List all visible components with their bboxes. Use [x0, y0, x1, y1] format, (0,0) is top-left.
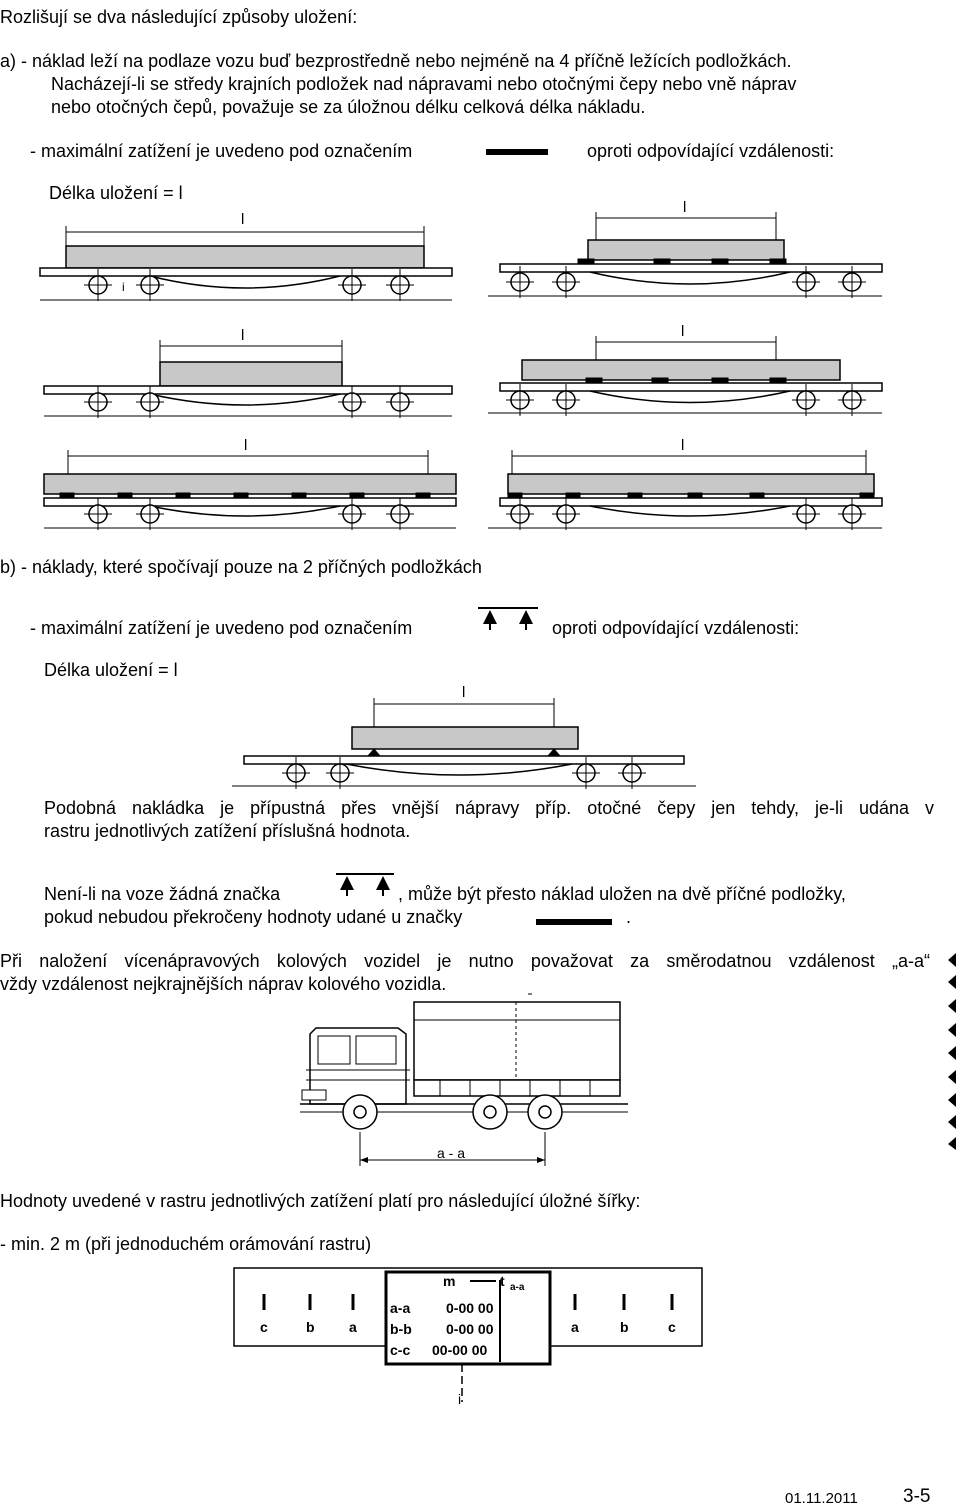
wagon-2-dimension-l: l	[683, 199, 687, 216]
section-a-distance-text: oproti odpovídající vzdálenosti:	[587, 141, 835, 161]
grid-right-letter-b: b	[620, 1319, 629, 1335]
wagon-1-dimension-l: l	[241, 211, 245, 228]
wagon-7-dimension-l: l	[462, 684, 466, 701]
section-a-max-load-text: - maximální zatížení je uvedeno pod označením	[30, 141, 413, 161]
section-b-length-label: Délka uložení = l	[44, 660, 178, 680]
grid-right-letter-c: c	[668, 1319, 676, 1335]
wagon-6	[488, 450, 882, 530]
intro-text: Rozlišují se dva následující způsoby uložení:	[0, 7, 358, 27]
grid-header-t: t	[500, 1273, 505, 1289]
grid-row-values-1: 0-00 00	[446, 1300, 494, 1316]
grid-row-values-2: 0-00 00	[446, 1321, 494, 1337]
wagon-4	[488, 336, 882, 416]
wagon-2	[488, 212, 882, 298]
wagon-3	[44, 340, 452, 418]
grid-left-letter-a: a	[349, 1319, 357, 1335]
grid-row-values-3: 00-00 00	[432, 1342, 488, 1358]
grid-left-letter-b: b	[306, 1319, 315, 1335]
section-b-max-load-text: - maximální zatížení je uvedeno pod označením	[30, 618, 413, 638]
wagon-7	[232, 698, 696, 789]
section-b-distance-text: oproti odpovídající vzdálenosti:	[552, 618, 800, 638]
no-mark-text-before: Není-li na voze žádná značka	[44, 884, 281, 904]
footer-page: 3-5	[903, 1486, 931, 1507]
footer-date: 01.11.2011	[785, 1490, 858, 1507]
no-mark-line2: pokud nebudou překročeny hodnoty udané u značky	[44, 907, 463, 927]
section-a-line3: nebo otočných čepů, považuje se za úložnou délku celková délka nákladu.	[51, 97, 646, 117]
section-b-line1: b) - náklady, které spočívají pouze na 2 příčných podložkách	[0, 557, 482, 577]
wagon-4-dimension-l: l	[681, 323, 685, 340]
grid-right-letter-a: a	[571, 1319, 579, 1335]
grid-left-letter-c: c	[260, 1319, 268, 1335]
no-mark-text-after: , může být přesto náklad uložen na dvě příčné podložky,	[398, 884, 846, 904]
wagon-3-dimension-l: l	[241, 327, 245, 344]
grid-line1: Hodnoty uvedené v rastru jednotlivých zatížení platí pro následující úložné šířky:	[0, 1191, 641, 1211]
section-a-line2: Nacházejí-li se středy krajních podložek nad nápravami nebo otočnými čepy nebo vně náprav	[51, 74, 797, 94]
grid-header-m: m	[443, 1273, 456, 1289]
grid-center-letter-i: i	[458, 1391, 462, 1407]
section-b-note-line2: rastru jednotlivých zatížení příslušná hodnota.	[44, 821, 411, 841]
grid-header-t-sub: a-a	[510, 1282, 525, 1293]
wagon-6-dimension-l: l	[681, 437, 685, 454]
wagon-5-dimension-l: l	[244, 437, 248, 454]
truck-dimension-label: a - a	[437, 1145, 466, 1161]
truck-drawing	[300, 994, 628, 1166]
wagon-1	[40, 226, 452, 301]
section-a-line1: a) - náklad leží na podlaze vozu buď bezprostředně nebo nejméně na 4 příčně ležících podložkách.	[0, 51, 792, 71]
vehicles-line2: vždy vzdálenost nejkrajnějších náprav kolového vozidla.	[0, 974, 447, 994]
grid-row-label-3: c-c	[390, 1342, 411, 1358]
grid-row-label-1: a-a	[390, 1300, 411, 1316]
no-mark-line2-end: .	[626, 907, 632, 927]
section-b-note-line1: Podobná nakládka je přípustná přes vnější nápravy příp. otočné čepy jen tehdy, je-li udána v	[44, 798, 934, 818]
grid-row-label-2: b-b	[390, 1321, 412, 1337]
grid-line2: - min. 2 m (při jednoduchém orámování rastru)	[0, 1234, 372, 1254]
wagon-1-axle-i: i	[122, 280, 125, 294]
section-a-length-label: Délka uložení = l	[49, 183, 183, 203]
wagon-5	[44, 450, 456, 530]
vehicles-line1: Při naložení vícenápravových kolových vozidel je nutno považovat za směrodatnou vzdálenost „a-a“	[0, 951, 930, 971]
